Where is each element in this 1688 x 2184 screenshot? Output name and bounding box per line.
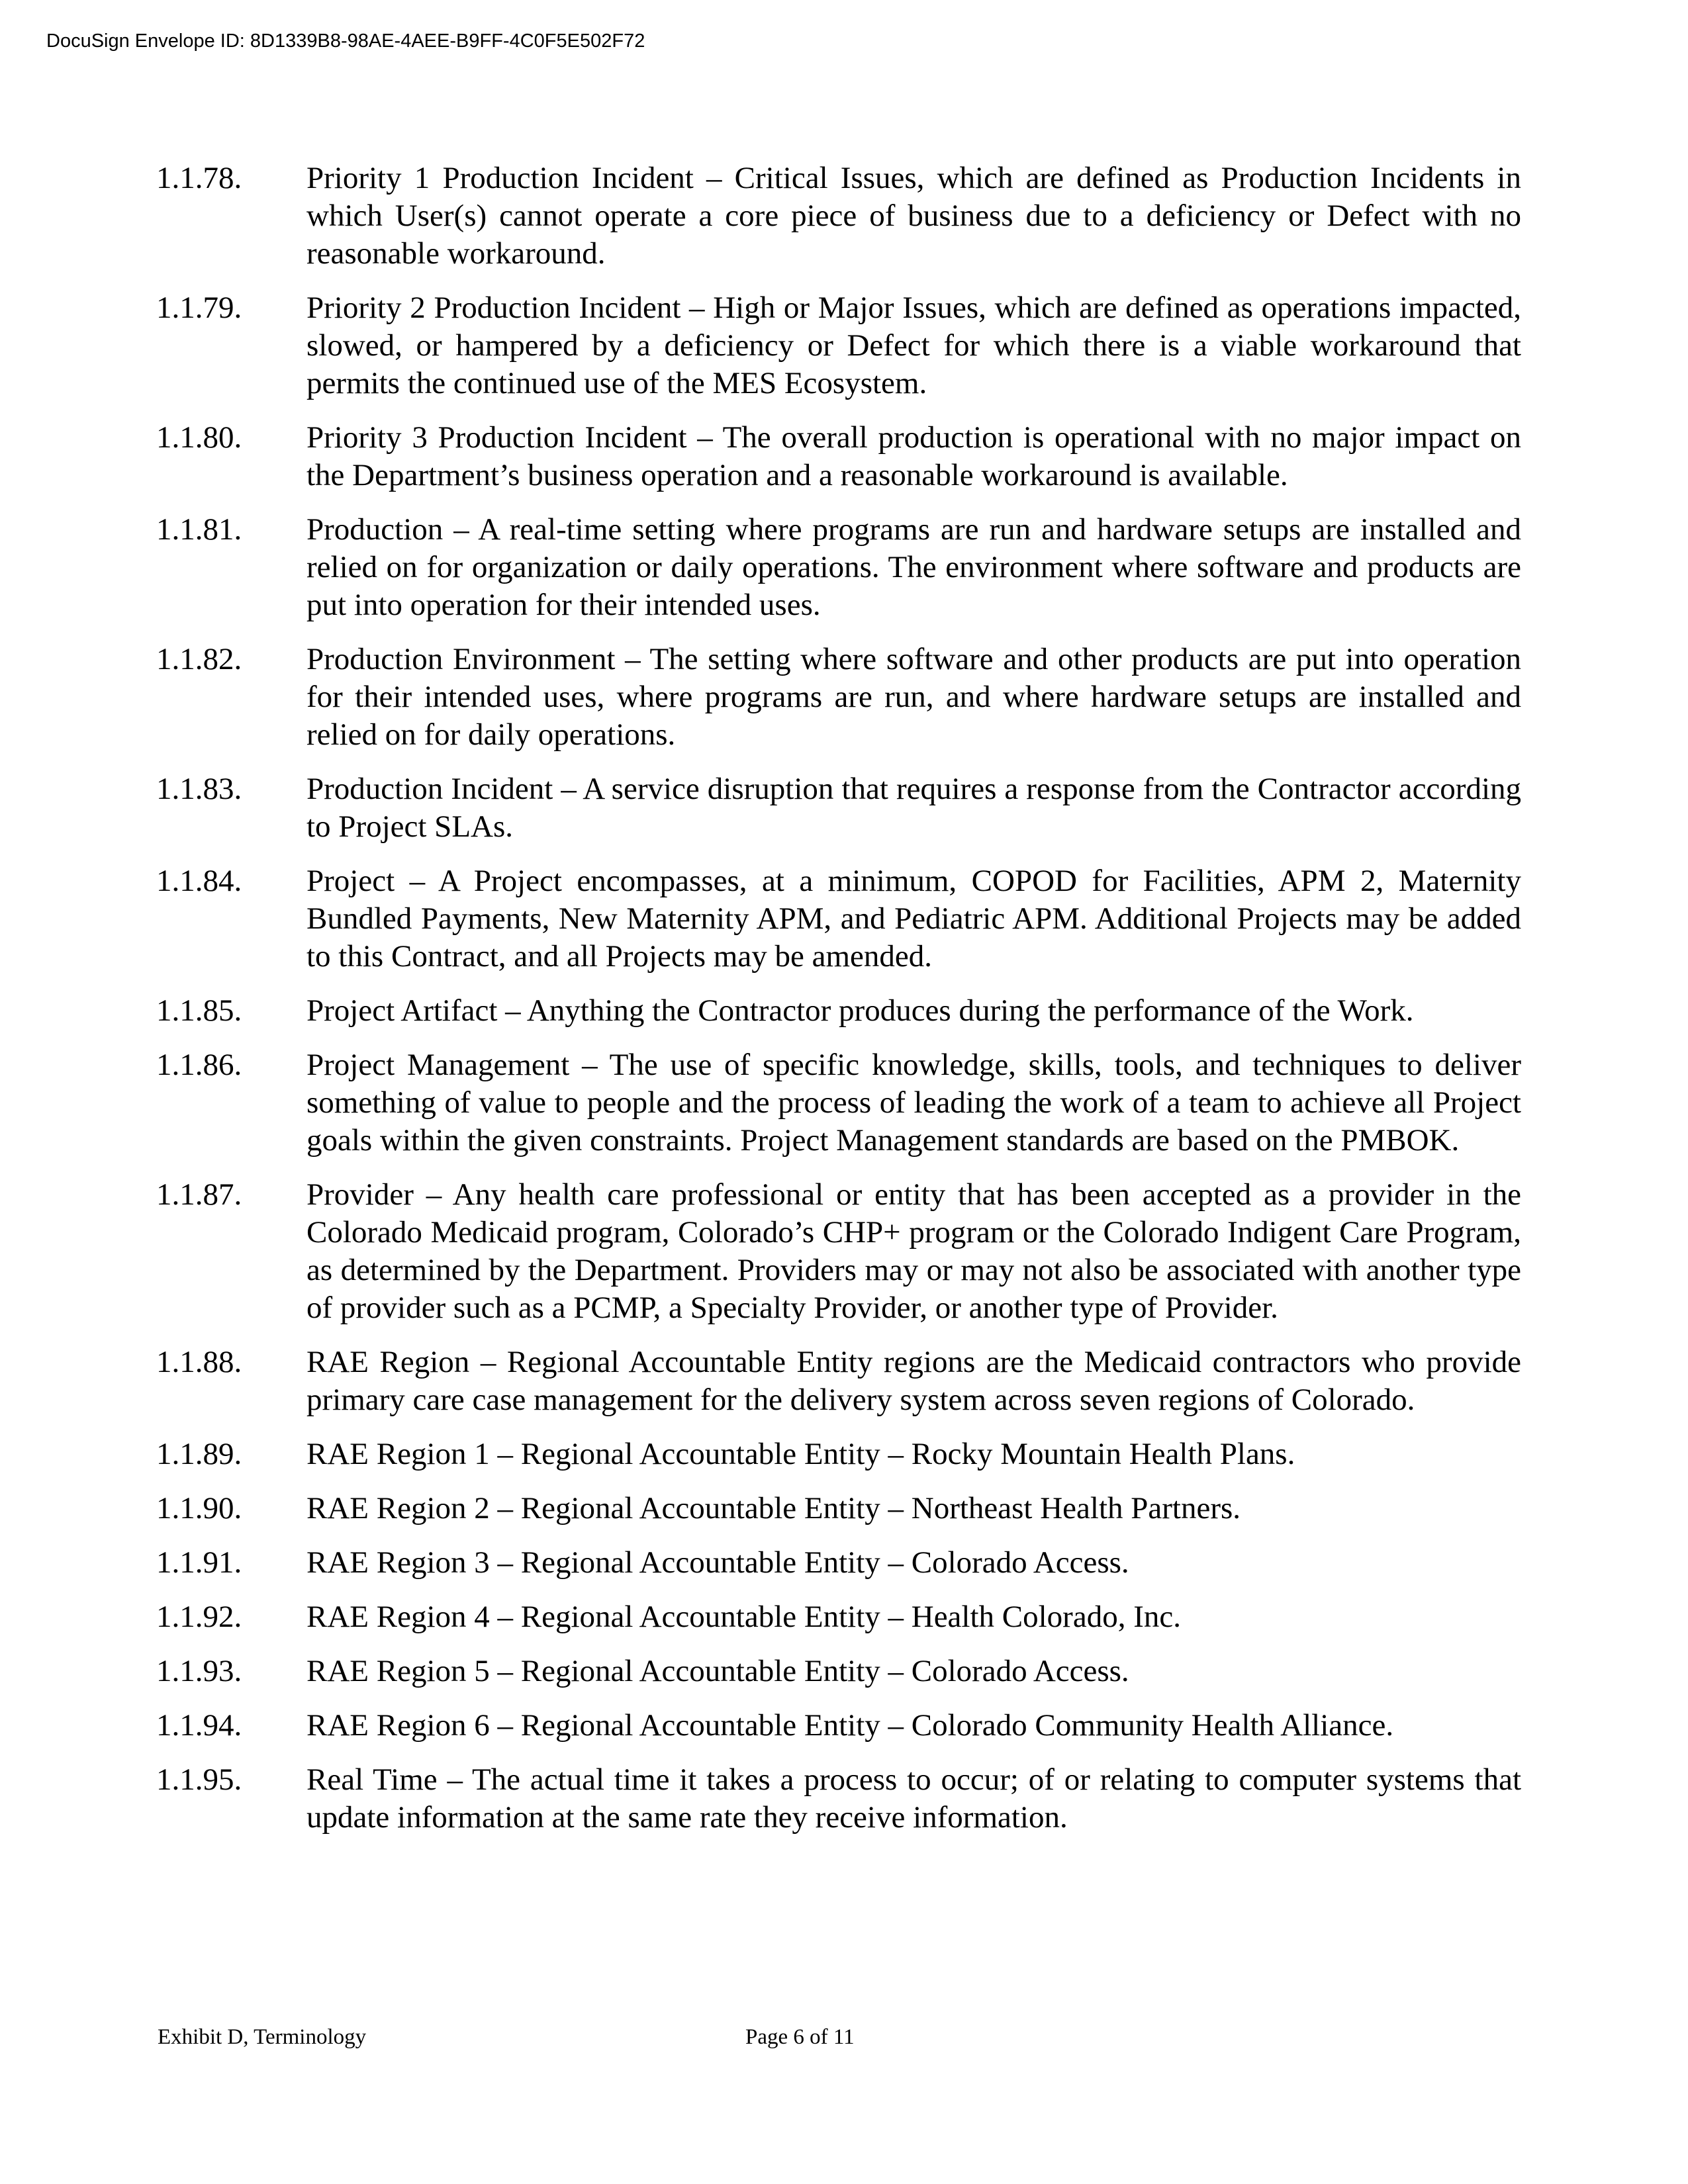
- definition-item: [156, 1490, 1521, 1527]
- definition-item: [156, 641, 1521, 754]
- definition-text: RAE Region 1 – Regional Accountable Entity – Rocky Mountain Health Plans.: [306, 1437, 1295, 1471]
- footer-exhibit-label: Exhibit D, Terminology: [158, 2025, 367, 2049]
- definition-item: [156, 1544, 1521, 1582]
- definition-text: Project Artifact – Anything the Contractor produces during the performance of the Work.: [306, 993, 1414, 1028]
- definition-number: 1.1.84.: [156, 864, 242, 898]
- definition-number: 1.1.85.: [156, 993, 242, 1028]
- definition-number: 1.1.94.: [156, 1708, 242, 1743]
- definition-text: Priority 2 Production Incident – High or Major Issues, which are defined as operations impacted, slowed, or hampered by a deficiency or Defect for which there is a viable workaround that permits the continued use of the MES Ecosystem.: [306, 291, 1521, 400]
- definition-text: Production Environment – The setting where software and other products are put into operation for their intended uses, where programs are run, and where hardware setups are installed and relied on for daily operations.: [306, 642, 1521, 752]
- definition-number: 1.1.95.: [156, 1762, 242, 1797]
- docusign-envelope-id: DocuSign Envelope ID: 8D1339B8-98AE-4AEE-B9FF-4C0F5E502F72: [46, 30, 645, 52]
- definition-text: Project Management – The use of specific knowledge, skills, tools, and techniques to deliver something of value to people and the process of leading the work of a team to achieve all Project goals within the given constraints. Project Management standards are based on the PMBOK.: [306, 1048, 1521, 1158]
- definition-item: [156, 289, 1521, 402]
- definition-number: 1.1.93.: [156, 1654, 242, 1688]
- definition-item: [156, 1707, 1521, 1745]
- definition-item: [156, 1435, 1521, 1473]
- definition-text: RAE Region 3 – Regional Accountable Entity – Colorado Access.: [306, 1545, 1129, 1580]
- definition-text: Priority 1 Production Incident – Critical Issues, which are defined as Production Incidents in which User(s) cannot operate a core piece of business due to a deficiency or Defect with no reasonable workaround.: [306, 161, 1521, 271]
- definition-item: [156, 1046, 1521, 1160]
- definition-text: RAE Region 4 – Regional Accountable Entity – Health Colorado, Inc.: [306, 1600, 1181, 1634]
- definition-text: Production Incident – A service disruption that requires a response from the Contractor according to Project SLAs.: [306, 772, 1521, 844]
- definition-item: [156, 862, 1521, 976]
- definition-item: [156, 770, 1521, 846]
- definition-number: 1.1.87.: [156, 1177, 242, 1212]
- definition-number: 1.1.81.: [156, 512, 242, 547]
- definition-number: 1.1.86.: [156, 1048, 242, 1082]
- definition-item: [156, 511, 1521, 624]
- definition-text: Provider – Any health care professional or entity that has been accepted as a provider in the Colorado Medicaid program, Colorado’s CHP+ program or the Colorado Indigent Care Program, as determined by the Department. Providers may or may not also be associated with another type of provider such as a PCMP, a Specialty Provider, or another type of Provider.: [306, 1177, 1521, 1325]
- definition-number: 1.1.82.: [156, 642, 242, 676]
- definition-number: 1.1.90.: [156, 1491, 242, 1525]
- definition-number: 1.1.78.: [156, 161, 242, 195]
- definition-number: 1.1.83.: [156, 772, 242, 806]
- definition-number: 1.1.92.: [156, 1600, 242, 1634]
- definition-item: [156, 1598, 1521, 1636]
- definition-text: Production – A real-time setting where programs are run and hardware setups are installed and relied on for organization or daily operations. The environment where software and products are put into operation for their intended uses.: [306, 512, 1521, 622]
- definition-number: 1.1.80.: [156, 420, 242, 455]
- definition-text: RAE Region 6 – Regional Accountable Entity – Colorado Community Health Alliance.: [306, 1708, 1394, 1743]
- definition-text: Project – A Project encompasses, at a minimum, COPOD for Facilities, APM 2, Maternity Bundled Payments, New Maternity APM, and Pediatric APM. Additional Projects may be added to this Contract, and all Projects may be amended.: [306, 864, 1521, 974]
- definition-text: Priority 3 Production Incident – The overall production is operational with no major impact on the Department’s business operation and a reasonable workaround is available.: [306, 420, 1521, 492]
- definition-text: RAE Region 2 – Regional Accountable Entity – Northeast Health Partners.: [306, 1491, 1241, 1525]
- definition-text: RAE Region 5 – Regional Accountable Entity – Colorado Access.: [306, 1654, 1129, 1688]
- definition-item: [156, 1653, 1521, 1690]
- definition-item: [156, 992, 1521, 1030]
- definitions-list: [156, 159, 1521, 1853]
- definition-item: [156, 1761, 1521, 1837]
- definition-item: [156, 419, 1521, 494]
- definition-number: 1.1.89.: [156, 1437, 242, 1471]
- definition-item: [156, 159, 1521, 273]
- definition-text: Real Time – The actual time it takes a process to occur; of or relating to computer systems that update information at the same rate they receive information.: [306, 1762, 1521, 1835]
- definition-item: [156, 1343, 1521, 1419]
- definition-number: 1.1.88.: [156, 1345, 242, 1379]
- definition-text: RAE Region – Regional Accountable Entity regions are the Medicaid contractors who provide primary care case management for the delivery system across seven regions of Colorado.: [306, 1345, 1521, 1417]
- definition-number: 1.1.79.: [156, 291, 242, 325]
- footer-page-number: Page 6 of 11: [745, 2025, 855, 2049]
- definition-item: [156, 1176, 1521, 1327]
- definition-number: 1.1.91.: [156, 1545, 242, 1580]
